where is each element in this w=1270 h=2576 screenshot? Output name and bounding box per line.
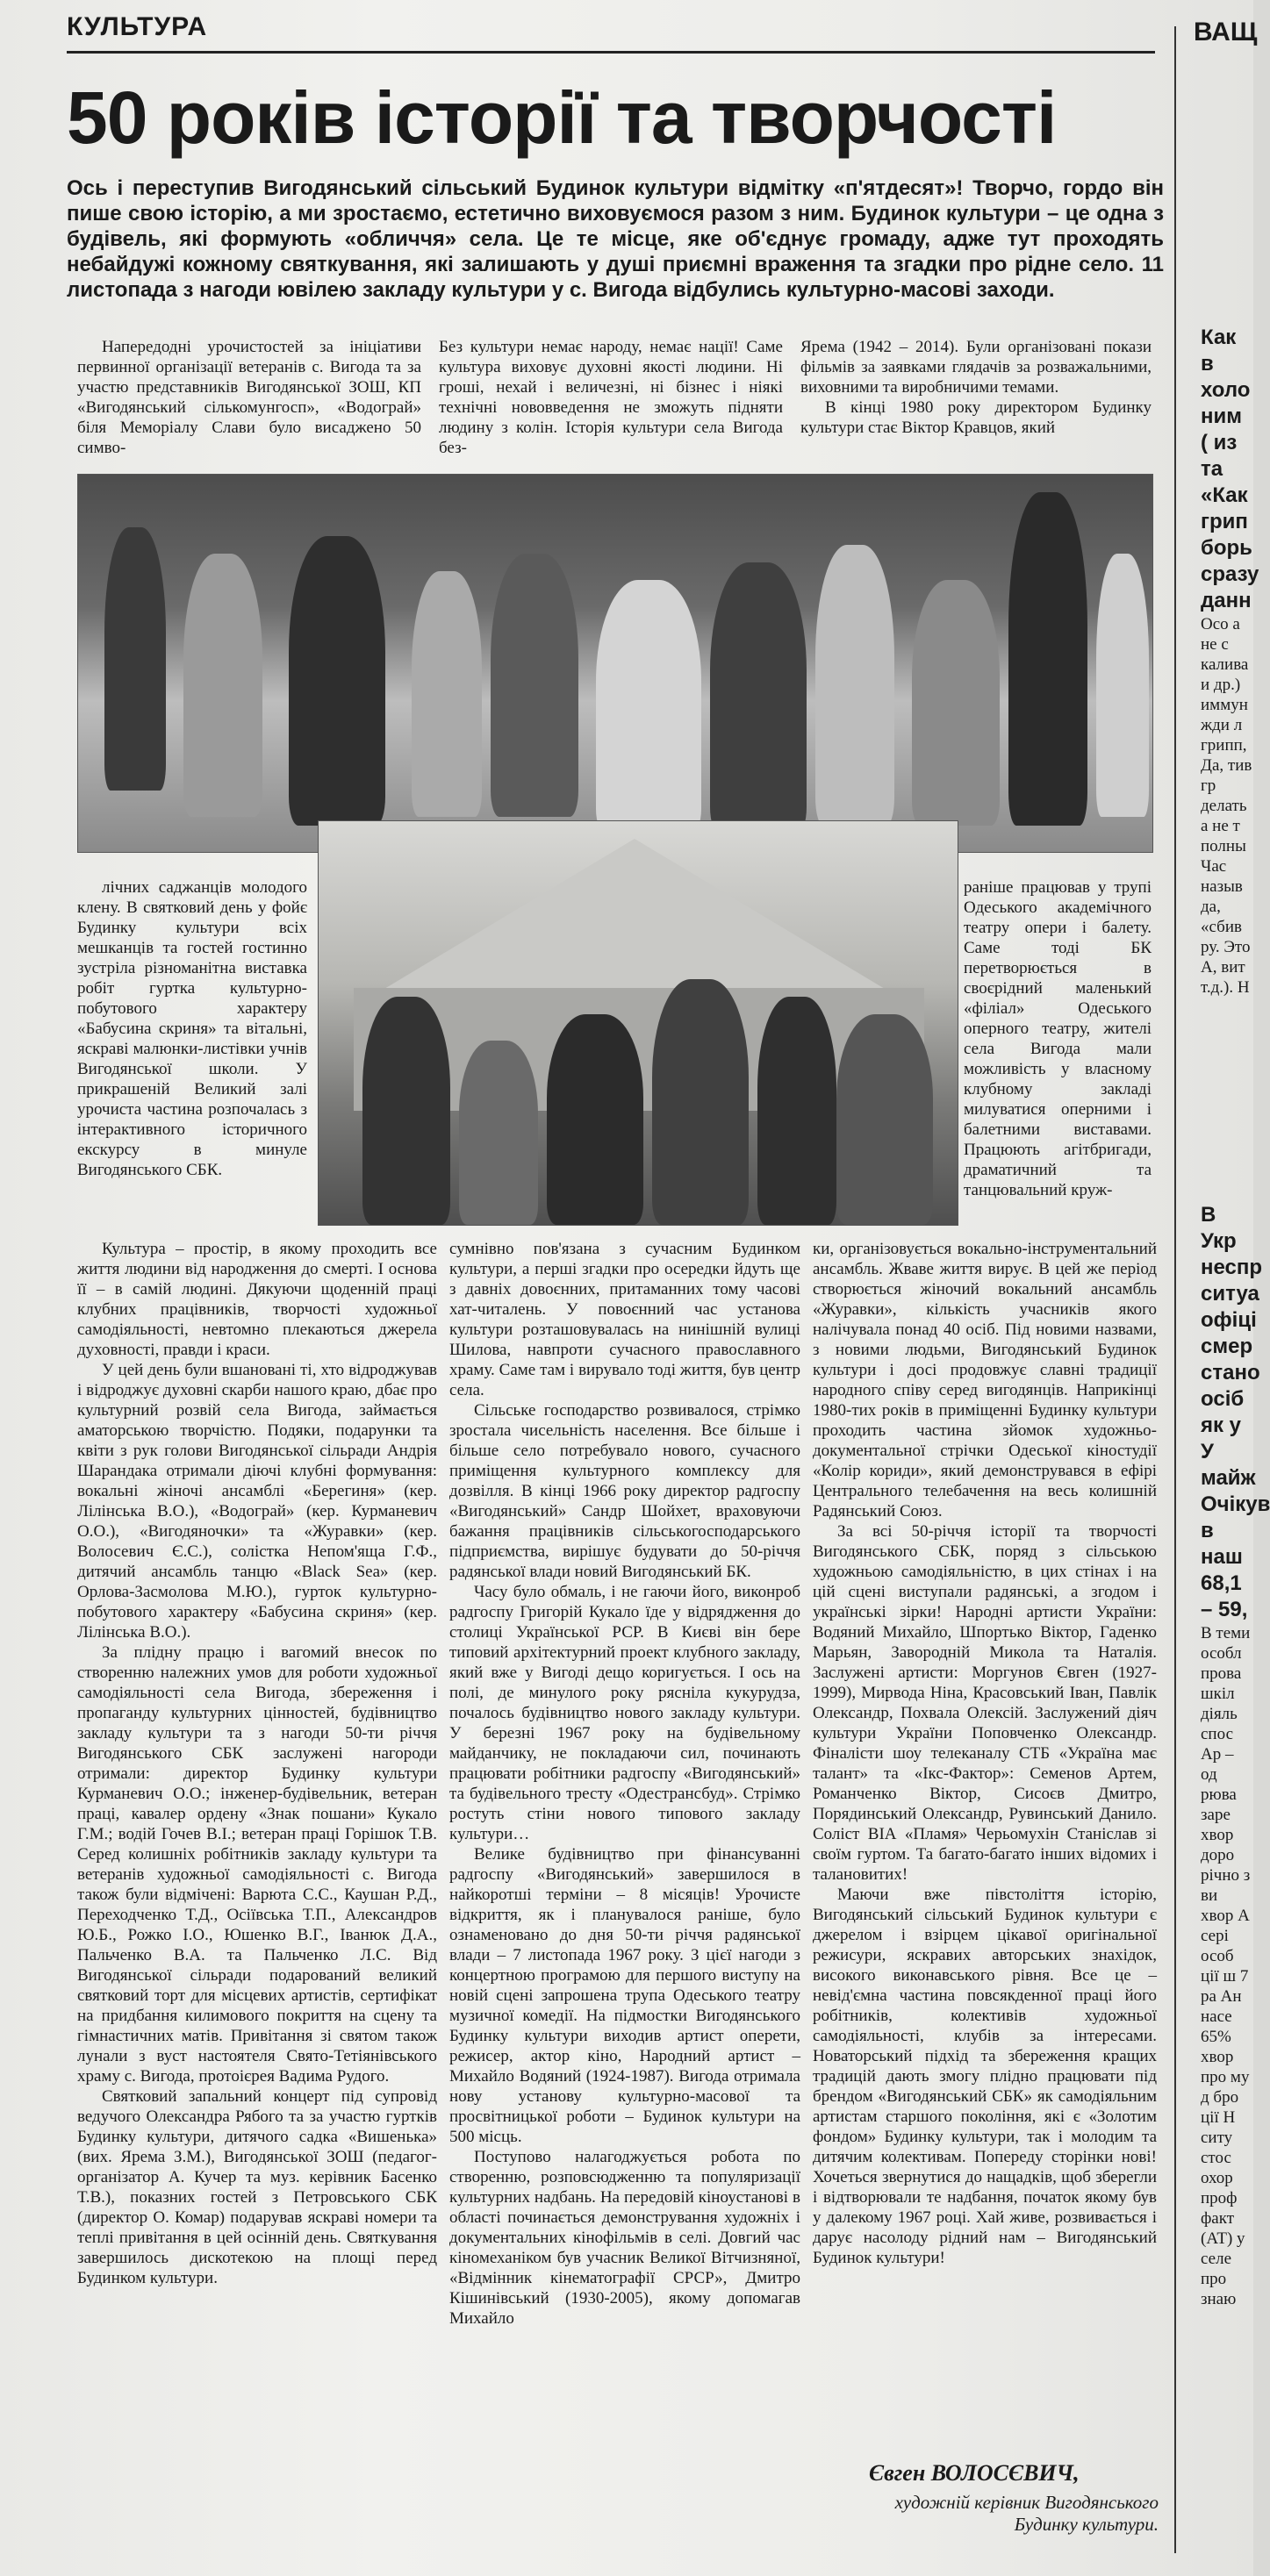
- col3-mid: раніше працював у трупі Одеського академічного театру опери і балету. Саме тоді БК перетворюється в своєрідний маленький «філіал» Одеського оперного театру, жителі села Вигода мали можливість у власному клубному закладі милуватися оперними і балетними виставами. Працюють агітбригади, драматичний та танцювальний круж-: [964, 878, 1152, 1199]
- adjacent-heading-1: Как в холо ним ( из та «Как грип борь сразу данн: [1201, 326, 1259, 612]
- photo-figure: [289, 536, 385, 826]
- lead-paragraph: Ось і переступив Вигодянський сільський Будинок культури відмітку «п'ятдесят»! Творчо, гордо він пише свою історію, а ми зростаємо, естетично виховуємося разом з ним. Будинок культури – це одна з будівель, які формують «обличчя» села. Це те місце, яке об'єднує громаду, адже тут проходять небайдужі кожному святкування, які залишають у душі приємні враження та згадки про рідне село. 11 листопада з нагоди ювілею закладу культури у с. Вигода відбулись культурно-масові заходи.: [67, 176, 1164, 302]
- historic-photo-builders: [318, 820, 958, 1226]
- adjacent-article-1: [1201, 325, 1259, 1202]
- group-photo-costumes: [77, 474, 1153, 853]
- adjacent-article-2: [1201, 1202, 1270, 2518]
- col2-bottom: сумнівно пов'язана з сучасним Будинком культури, а перші згадки про осередки йдуть ще з давніх довоєнних, притаманних тому часові хат-читалень. У повоєнний час установа культури розташовувалась на нинішній вулиці Шилова, навпроти сучасного православного храму. Саме там і вирувало тоді життя, був центр села. Сільське господарство розвивалося, стрімко зростала чисельність населення. Все більше і більше село потребувало нового, сучасного приміщення культурного комплексу для дозвілля. В кінці 1966 року директор радгоспу «Вигодянський» Сандр Шойхет, враховуючи бажання працівників сільськогосподарського підприємства, вирішує будувати до 50-річчя радянської влади новий Вигодянський БК. Часу було обмаль, і не гаючи його, виконроб радгоспу Григорій Кукало їде у відрядження до столиці Української РСР. В Києві він бере типовий архітектурний проект клубного закладу, який вже у Вигоді дещо коригується. І ось на полі, де минулого року рясніла кукурудза, почалось будівництво нового закладу культури. У березні 1967 року на будівельному майданчику, не покладаючи сил, починають працювати робітники радгоспу «Вигодянський» та будівельного тресту «Одестрансбуд». Стрімко ростуть стіни нового типового закладу культури… Велике будівництво при фінансуванні радгоспу «Вигодянський» завершилося в найкоротші терміни – 8 місяців! Урочисте відкриття, як і планувалося раніше, було ознаменовано до дня 50-ти річчя радянської влади – 7 листопада 1967 року. З цієї нагоди з концертною програмою для першого виступу на новій сцені запрошена трупа Одеського театру музичної комедії. На підмостки Вигодянського Будинку культури виходив артист оперети, режисер, актор кіно, Народний артист – Михайло Водяний (1924-1987). Вигода отримала нову установу культурно-масової та просвітницької роботи – Будинок культури на 500 місць. Поступово налагоджується робота по створенню, розповсюдженню та популяризації культурних надбань. На передовій кіноустанові в області починається демонстрування художніх і документальних кінофільмів в селі. Довгий час кіномеханіком був учасник Великої Вітчизняної, «Відмінник кінематографії СРСР», Дмитро Кішинівський (1930-2005), якому допомагав Михайло: [449, 1240, 800, 2328]
- photo-figure: [491, 554, 578, 817]
- section-rule: [67, 51, 1155, 54]
- photo-figure: [412, 571, 482, 817]
- section-tag: КУЛЬТУРА: [67, 12, 208, 41]
- col1-top: Напередодні урочистостей за ініціативи первинної організації ветеранів с. Вигода та за участю представників Вигодянської ЗОШ, КП «Вигодянський сількомунгосп», «Водограй» біля Меморіалу Слави було висаджено 50 симво-: [77, 338, 421, 457]
- photo-figure: [183, 554, 262, 817]
- photo-figure: [104, 527, 166, 791]
- photo-building-roof: [371, 839, 898, 997]
- photo-figure: [836, 1014, 933, 1225]
- col1-bottom: Культура – простір, в якому проходить все життя людини від народження до смерті. І основа її – в самій людині. Дякуючи щоденній праці клубних працівників, творчості художньої самодіяльності, невтомно плекаються джерела духовності, правди і краси. У цей день були вшановані ті, хто відроджував і відроджує духовні скарби нашого краю, дбає про культурний розвій села Вигода, займається аматорською творчістю. Подяки, подарунки та квіти з рук голови Вигодянської сільради Андрія Шарандака отримали діючі клубні формування: вокальні жіночі ансамблі «Берегиня» (кер. Лілінська В.О.), «Водограй» (кер. Курманевич О.О.), «Вигодяночки» та «Журавки» (кер. Волосевич Є.С.), солістка Непом'яща Г.Ф., дитячий ансамбль танцю «Black Sea» (кер. Орлова-Засмолова М.Ю.), гурток культурно-побутового характеру «Бабусина скриня» (кер. Лілінська В.О.). За плідну працю і вагомий внесок по створенню належних умов для роботи художньої самодіяльності села Вигода, збереження і пропаганду культурних цінностей, будівництво закладу культури та з нагоди 50-ти річчя Вигодянського СБК заслужені нагороди отримали: директор Будинку культури Курманевич О.О.; інженер-будівельник, ветеран праці, кавалер ордену «Знак пошани» Кукало Г.М.; водій Гочев В.І.; ветеран праці Горішок Т.В. Серед колишніх робітників закладу культури та ветеранів художньої самодіяльності с. Вигода також були відмічені: Варюта С.С., Каушан Р.Д., Переходченко Т.Д., Осіївська Т.П., Александров Ю.Б., Рожко І.О., Юшенко В.Г., Іванюк Д.А., Пальченко В.А. та Пальченко Л.С. Від Вигодянської сільради подарований великий святковий торт для місцевих артистів, сертифікат на придбання килимового покриття на сцену та гімнастичних матів. Привітання зі святом також лунали з вуст настоятеля Свято-Тетіянівського храму с. Вигода, протоієрея Вадима Рудого. Святковий запальний концерт під супровід ведучого Олександра Рябого та за участю гуртків Будинку культури, дитячого садка «Вишенька» (вих. Ярема З.М.), Вигодянської ЗОШ (педагог-організатор А. Кучер та муз. керівник Басенко Т.В.), показних гостей з Петровського СБК (директор О. Комар) подарував яскраві номери та теплі привітання в цей осінній день. Святкування завершилось дискотекою на площі перед Будинком культури.: [77, 1240, 437, 2287]
- photo-figure: [1096, 554, 1149, 817]
- photo-figure: [1008, 492, 1087, 826]
- right-section-tag: ВАЩ: [1194, 18, 1258, 47]
- adjacent-heading-2: В Укр неспр ситуа офіці смер стано осіб як у У майж Очікув в наш 68,1 – 59,: [1201, 1203, 1270, 1621]
- headline: 50 років історії та творчості: [67, 76, 1057, 159]
- adjacent-text-2: В теми особл прова шкіл діяль спос Ар – од рюва заре хвор доро річно з ви хвор А сері особ ції ш 7 ра Ан насе 65% хвор про му д бро ції Н ситу стос охор проф факт (АТ) у селе про знаю: [1201, 1624, 1251, 2308]
- photo-figure: [757, 997, 836, 1225]
- photo-figure: [815, 545, 894, 826]
- col3-top: Ярема (1942 – 2014). Були організовані покази фільмів за заявками глядачів за розважальними, виховними та виробничими темами. В кінці 1980 року директором Будинку культури стає Віктор Кравцов, який: [800, 338, 1152, 437]
- photo-figure: [652, 979, 749, 1225]
- adjacent-text-1: Осо а не с калива и др.) иммун жди л грипп, Да, тив гр делать а не т полны Час назыв да, «сбив ру. Это А, вит т.д.). Н: [1201, 615, 1252, 997]
- photo-figure: [912, 580, 1000, 826]
- photo-figure: [547, 1014, 643, 1225]
- photo-figure: [362, 997, 450, 1225]
- col1-mid: лічних саджанців молодого клену. В святковий день у фойє Будинку культури всіх мешканців та гостей гостинно зустріла різноманітна виставка робіт гуртка культурно-побутового характеру «Бабусина скриня» та вітальні, яскраві малюнки-листівки учнів Вигодянської школи. У прикрашеній Великий залі урочиста частина розпочалась з інтерактивного історичного екскурсу в минуле Вигодянського СБК.: [77, 878, 307, 1179]
- column-divider: [1174, 26, 1176, 2553]
- col3-bottom: ки, організовується вокально-інструментальний ансамбль. Жваве життя вирує. В цей же період створюється жіночий вокальний ансамбль «Журавки», кількість учасників якого налічувала понад 40 осіб. Під новими назвами, з новими людьми, Вигодянський Будинок культури і досі продовжує славні традиції народного співу серед вигодянців. Наприкінці 1980-тих років в приміщенні Будинку культури проходить частина зйомок художньо-документальної стрічки Одеської кіностудії «Колір кориди», який демонструвався в ефірі Центрального телебачення на весь колишній Радянський Союз. За всі 50-річчя історії та творчості Вигодянського СБК, поряд з сільською художньою самодіяльністю, в цих стінах і на цій сцені виступали радянські, а згодом і українські зірки! Народні артисти України: Водяний Михайло, Шпортько Віктор, Гаденко Марьян, Завородній Микола та Наталія. Заслужені артисти: Моргунов Євген (1927-1999), Мирвода Ніна, Красовський Іван, Павлік Олександр, Похвала Олексій. Заслужений діяч культури України Поповченко Олександр. Фіналісти шоу телеканалу СТБ «Україна має талант» та «Ікс-Фактор»: Семенов Артем, Романченко Віктор, Сисоєв Дмитро, Порядинський Олександр, Рувинський Данило. Соліст ВІА «Пламя» Черьомухін Станіслав зі своїм гуртом. Та багато-багато інших відомих і талановитих! Маючи вже півстоліття історію, Вигодянський сільський Будинок культури є джерелом і взірцем цікавої оригінальної режисури, яскравих авторських знахідок, високого виконавського рівня. Все це – невід'ємна частина повсякденної праці його робітників, колективів художньої самодіяльності, клубів за інтересами. Новаторський підхід та збереження кращих традицій дають змогу плідно працювати під брендом «Вигодянський СБК» як самодіяльним артистам старшого покоління, які є «Золотим фондом» Будинку культури, так і молодим та дитячим колективам. Попереду сторінки нові! Хочеться звернутися до нащадків, щоб зберегли і відтворювали те надбання, початок якому був у далекому 1967 році. Хай живе, розвивається і дарує насолоду рідний нам – Вигодянський Будинок культури!: [813, 1240, 1157, 2267]
- author-role: художній керівник Вигодянського Будинку культури.: [894, 2492, 1159, 2535]
- photo-figure: [459, 1041, 538, 1225]
- photo-figure: [596, 580, 701, 834]
- col2-top: Без культури немає народу, немає нації! Саме культура виховує духовні якості людини. Ні гроші, нехай і величезні, ні бізнес і ніякі технічні нововведення не зможуть підняти людину з колін. Історія культури села Вигода без-: [439, 338, 783, 457]
- photo-figure: [710, 562, 807, 834]
- author-name: Євген ВОЛОСЄВИЧ,: [869, 2460, 1080, 2486]
